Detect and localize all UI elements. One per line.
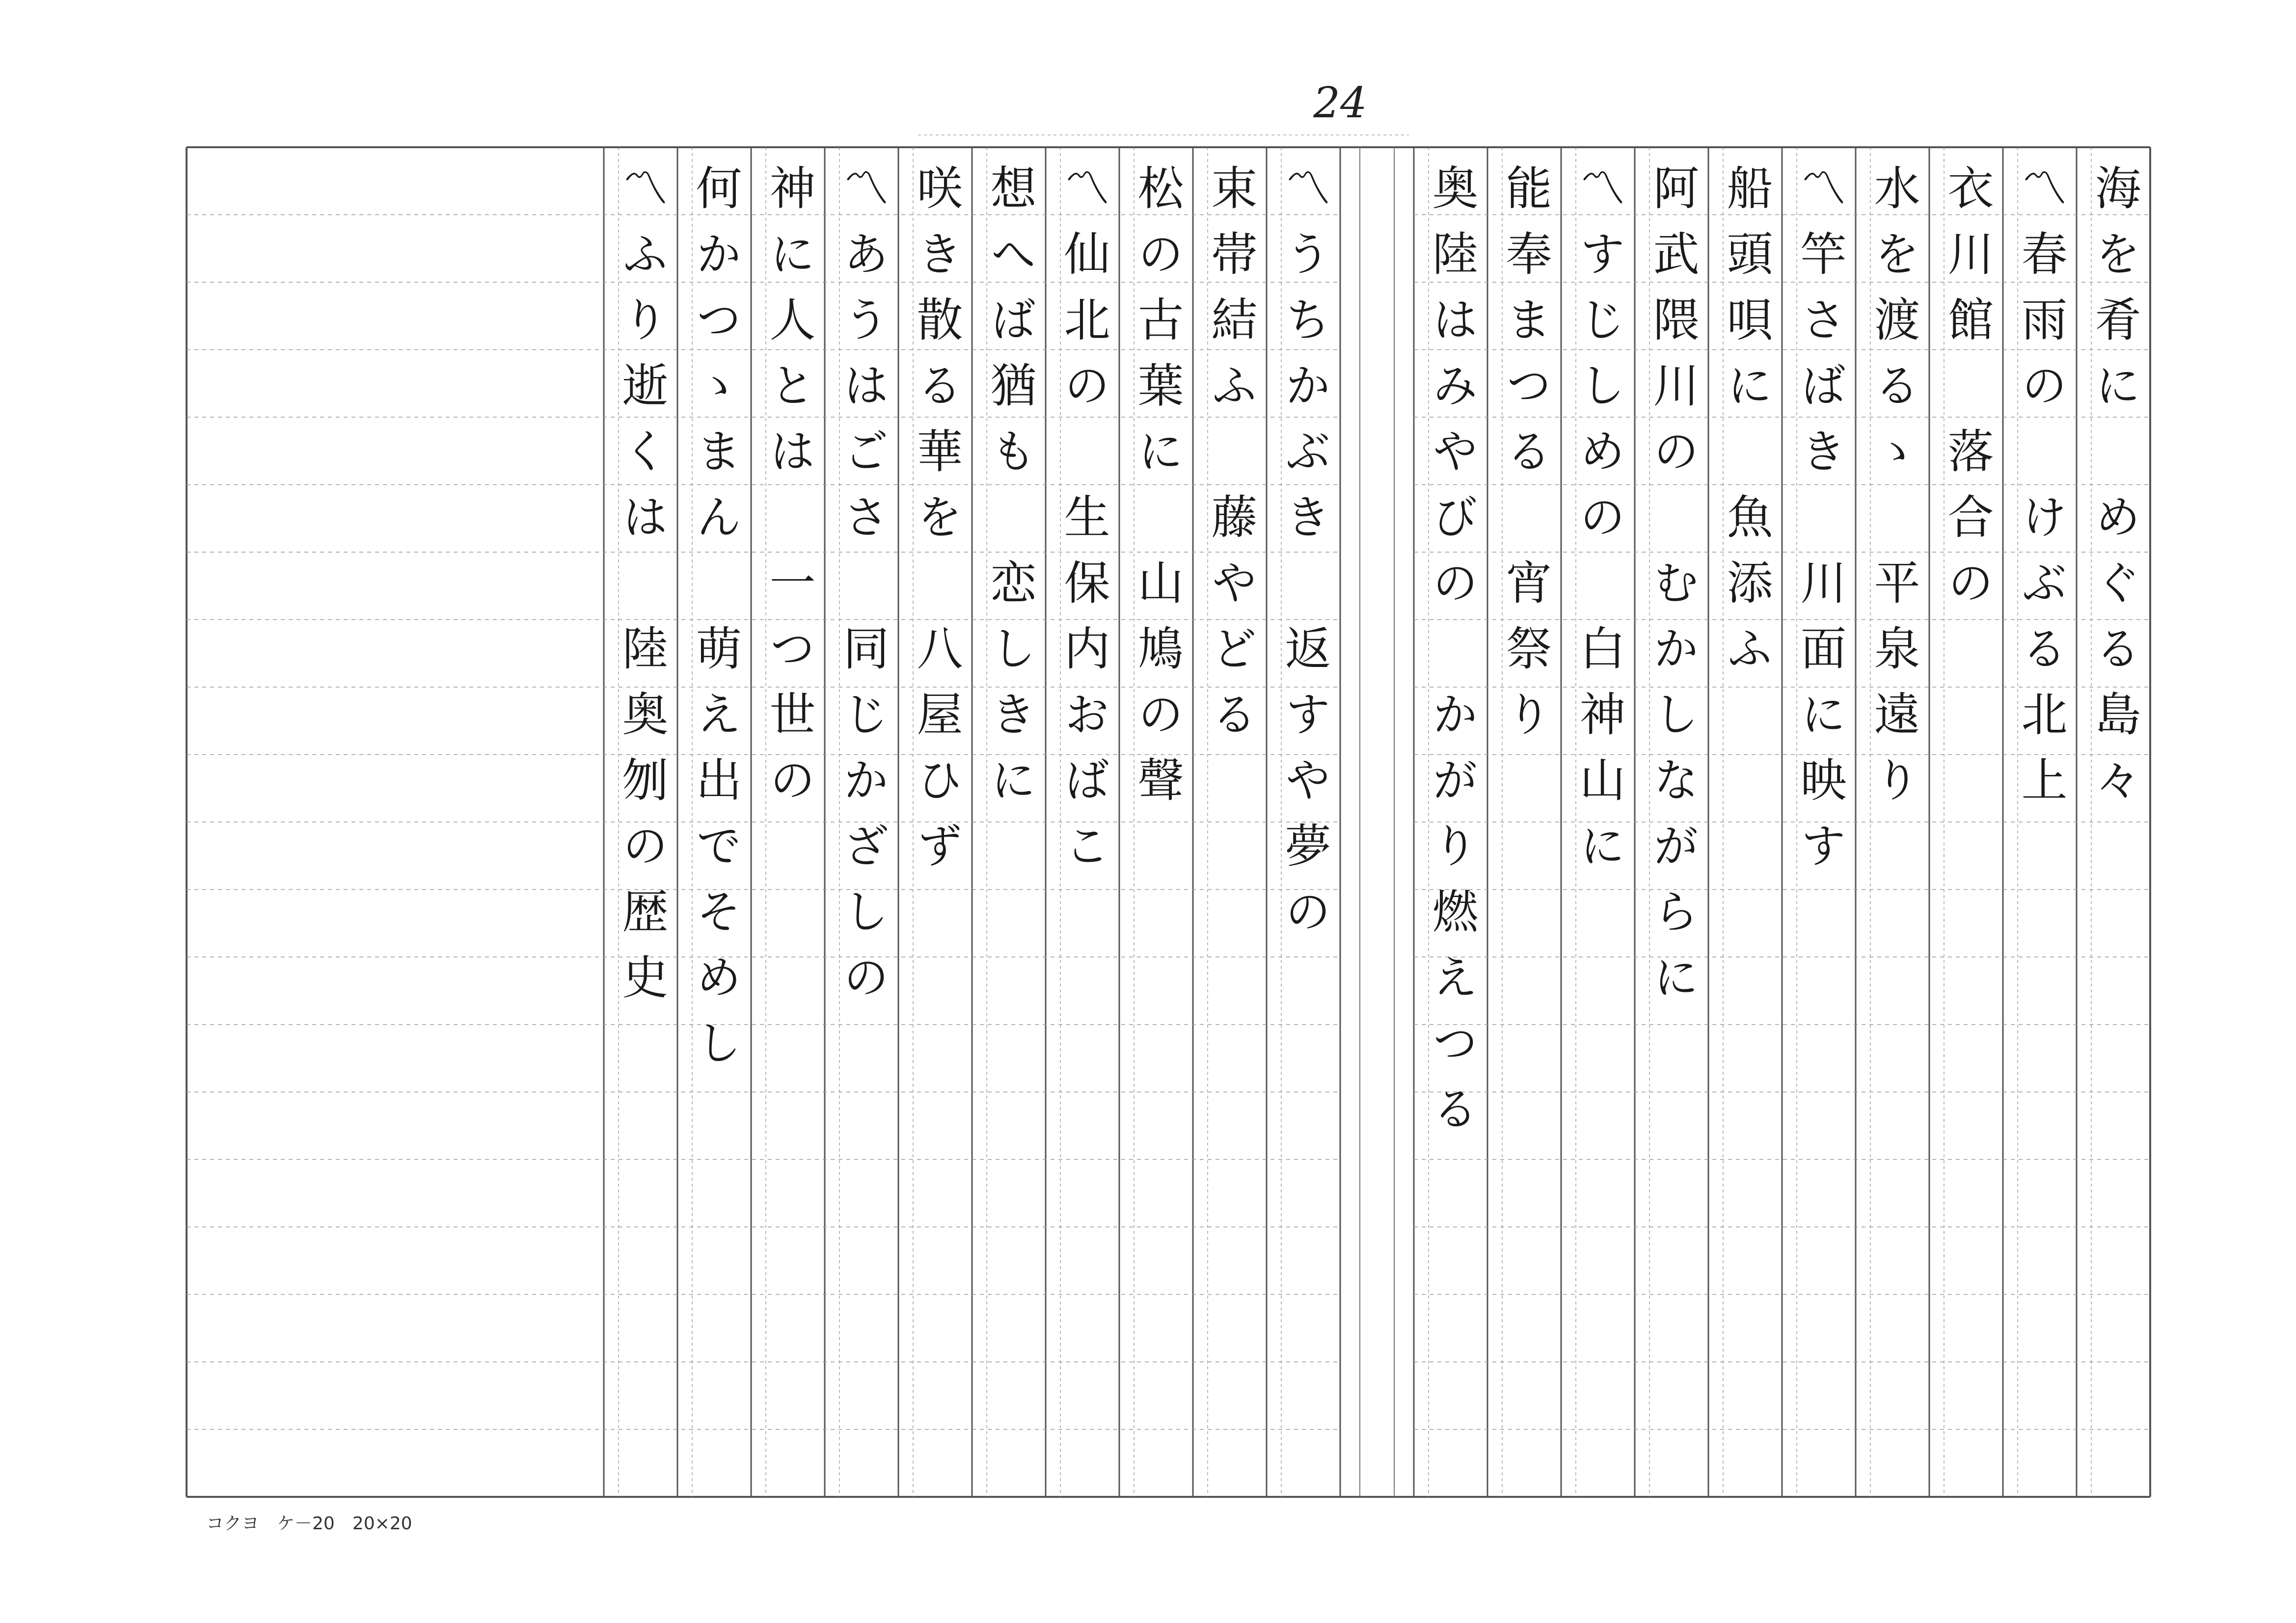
manuscript-line: 〽うちかぶき 返すや夢の — [1277, 164, 1330, 953]
manuscript-line: 海を肴に めぐる島々 — [2087, 164, 2140, 822]
manuscript-line: 咲き散る華を 八屋ひず — [909, 164, 962, 887]
page-number: 24 — [1313, 79, 1367, 128]
manuscript-line: 〽あうはごさ 同じかざしの — [835, 164, 889, 1019]
manuscript-line: 水を渡るゝ 平泉遠り — [1866, 164, 1919, 822]
manuscript-line: 神に人とは 一つ世の — [761, 164, 815, 822]
manuscript-line: 阿武隈川の むかしながらに — [1645, 164, 1699, 1019]
manuscript-line: 〽ふり逝くは 陸奥刎の歴史 — [614, 164, 668, 1019]
manuscript-line: 束帯結ふ 藤やどる — [1203, 164, 1257, 756]
manuscript-line: 〽仙北の 生保内おばこ — [1056, 164, 1109, 887]
manuscript-line: 衣川館 落合の — [1940, 164, 1993, 624]
manuscript-line: 〽すじしめの 白神山に — [1571, 164, 1625, 887]
manuscript-line: 松の古葉に 山鳩の聲 — [1130, 164, 1183, 822]
manuscript-line: 〽春雨の けぶる北上 — [2013, 164, 2067, 822]
manuscript-line: 奥陸はみやびの かがり燃えつる — [1424, 164, 1478, 1150]
manuscript-line: 何かつゝまん 萌え出でそめし — [688, 164, 741, 1085]
manuscript-line: 想へば猶も 恋しきに — [982, 164, 1036, 822]
paper-brand-label: コクヨ ケ－20 20×20 — [206, 1514, 412, 1534]
manuscript-line: 船頭唄に 魚添ふ — [1719, 164, 1772, 690]
manuscript-line: 〽竿さばき 川面に映す — [1792, 164, 1846, 887]
manuscript-line: 能奉まつる 宵祭り — [1498, 164, 1551, 756]
